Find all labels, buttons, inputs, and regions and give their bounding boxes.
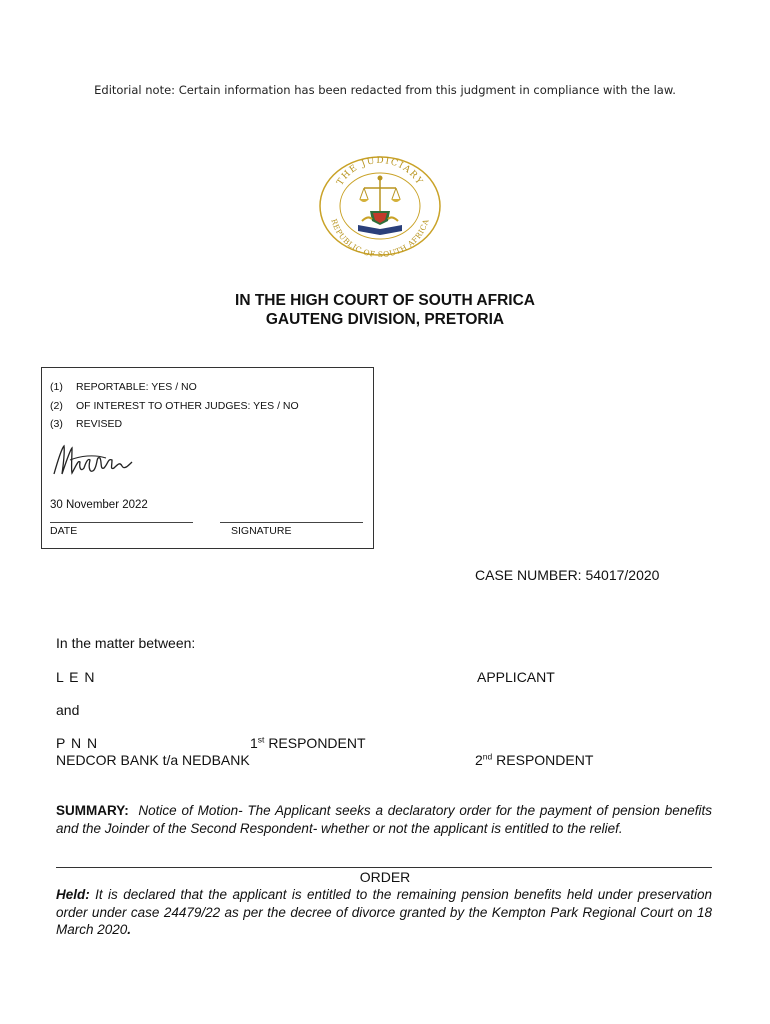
- seal-bottom-text: REPUBLIC OF SOUTH AFRICA: [329, 217, 431, 257]
- court-division: GAUTENG DIVISION, PRETORIA: [265, 311, 505, 328]
- order-paragraph: Held: It is declared that the applicant is entitled to the remaining pension benefits held under preservation order under case 24479/22 as per the decree of divorce granted by the Kempton Park Regional Court on 18 March 2020.: [56, 887, 712, 937]
- court-name: IN THE HIGH COURT OF SOUTH AFRICA: [235, 292, 535, 309]
- editorial-note: Editorial note: Certain information has been redacted from this judgment in compliance with the law.: [94, 83, 676, 97]
- respondent1-name: P N N: [56, 735, 99, 751]
- court-heading: [0, 291, 770, 329]
- held-label: Held:: [56, 887, 90, 902]
- status-item: (1) REPORTABLE: YES / NO: [50, 381, 197, 393]
- judiciary-seal-icon: [318, 155, 442, 257]
- respondent2-name: NEDCOR BANK t/a NEDBANK: [56, 752, 250, 768]
- order-heading: ORDER: [359, 869, 411, 885]
- and-conjunction: and: [56, 702, 80, 718]
- date-rule: [50, 522, 193, 523]
- applicant-name: L E N: [56, 669, 96, 685]
- respondent2-role: 2nd RESPONDENT: [475, 751, 594, 768]
- applicant-role: APPLICANT: [477, 669, 555, 685]
- status-item: (2) OF INTEREST TO OTHER JUDGES: YES / NO: [50, 400, 299, 412]
- date-label: DATE: [50, 525, 78, 537]
- held-text: It is declared that the applicant is entitled to the remaining pension benefits held under preservation order under case 24479/22 as per the decree of divorce granted by the Kempton Park Regional Court on 18 March 2020: [56, 887, 712, 937]
- respondent1-role: 1st RESPONDENT: [250, 734, 366, 751]
- summary-label: SUMMARY:: [56, 803, 129, 818]
- summary-text: Notice of Motion- The Applicant seeks a declaratory order for the payment of pension benefits and the Joinder of the Second Respondent- whether or not the applicant is entitled to the relief.: [56, 803, 712, 836]
- signature-label: SIGNATURE: [231, 525, 292, 537]
- handwritten-signature: [50, 440, 136, 480]
- judgment-date: 30 November 2022: [50, 499, 148, 511]
- seal-top-text: THE JUDICIARY: [335, 155, 425, 188]
- status-item: (3) REVISED: [50, 418, 123, 430]
- status-box: [41, 367, 374, 549]
- section-divider: [56, 867, 712, 868]
- case-number: CASE NUMBER: 54017/2020: [475, 567, 660, 583]
- summary-paragraph: [56, 802, 712, 837]
- signature-rule: [220, 522, 363, 523]
- matter-intro: In the matter between:: [56, 635, 196, 651]
